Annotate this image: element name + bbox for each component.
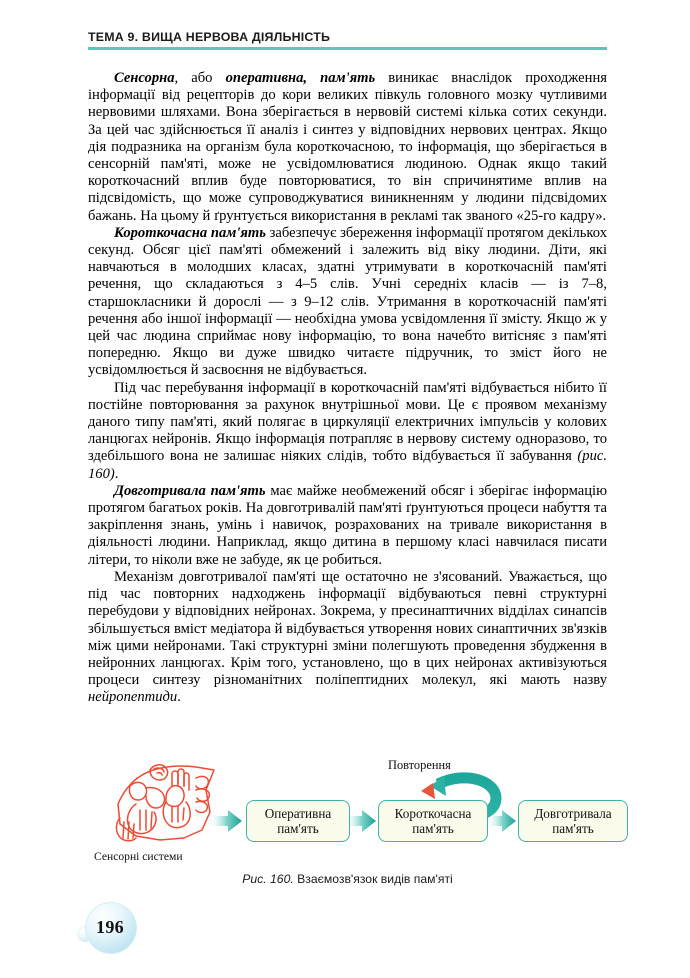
paragraph-3-text: має майже необмежений обсяг і зберігає інформацію протягом багатьох років. На довготривалій пам'яті ґрунтуються процеси набуття та закріплення знань, умінь і навичок, розрахованих на тривале використання в діяльності людини. Наприклад, якщо дитина в першому класі навчилася писати літери, то ніколи вже не забуде, як це робиться. <box>88 482 607 568</box>
figure-canvas <box>88 758 612 870</box>
box-short-line2: пам'ять <box>412 821 454 836</box>
paragraph-0-text: виникає внаслідок проходження інформації від рецепторів до кори великих півкуль головного мозку чутливими нервовими шляхами. Вона зберігається в нервовій системі кілька сотих секунди. За цей час здійснюється її аналіз і синтез у відповідних нервових центрах. Якщо дія подразника на організм була короткочасною, то інформація, що зберігається в сенсорній пам'яті, може не усвідомлюватися людиною. Однак якщо такий короткочасний вплив буде повторюватися, то він спричинятиме вплив на підсвідомість, що може супроводжуватися виникненням у людини підсвідомих бажань. На цьому й ґрунтується використання в рекламі так званого «25-го кадру». <box>88 70 607 224</box>
figure-reference: (рис. 160) <box>88 448 607 482</box>
paragraph-2-text: Під час перебування інформації в короткочасній пам'яті відбувається нібито її постійне повторювання за рахунок внутрішньої мови. Це є проявом механізму даного типу пам'яті, який полягає в циркуляції електричних імпульсів у колових ланцюгах нейронів. Якщо інформація потрапляє в нервову систему одноразово, то здебільшого вона не залишає ніяких слідів, тобто відбувається її забування <box>88 379 607 465</box>
running-head <box>88 30 607 50</box>
term-sensory: Сенсорна <box>114 70 175 86</box>
box-short-term-memory <box>378 800 488 842</box>
page-title: ТЕМА 9. ВИЩА НЕРВОВА ДІЯЛЬНІСТЬ <box>88 30 331 44</box>
box-long-line2: пам'ять <box>552 821 594 836</box>
sensory-systems-label: Сенсорні системи <box>94 850 183 863</box>
paragraph-0-conj: , або <box>174 70 226 86</box>
paragraph-short-term-memory <box>88 225 607 380</box>
body-text <box>88 70 607 707</box>
paragraph-mechanism <box>88 569 607 707</box>
paragraph-4-text: Механізм довготривалої пам'яті ще остаточно не з'ясований. Уважається, що під час повторних надходжень інформації відбуваються певні структурні перебудови у відповідних нейронах. Зокрема, у пресинаптичних відділах синапсів збільшується вміст медіатора й відбувається утворення нових синаптичних зв'язків між цими нейронами. Такі структурні зміни полегшують проведення збудження в нейронних ланцюгах. Крім того, установлено, що в цих нейронах активізуються процеси синтезу різноманітних поліпептидних молекул, які мають назву <box>88 568 607 689</box>
paragraph-4-tail: . <box>177 689 181 706</box>
figure-caption <box>88 872 607 886</box>
box-operative-memory <box>246 800 350 842</box>
term-neuropeptides: нейропептиди <box>88 689 178 706</box>
box-long-line1: Довготривала <box>534 806 612 821</box>
term-short-term: Короткочасна пам'ять <box>114 224 266 241</box>
box-operative-line2: пам'ять <box>277 821 319 836</box>
term-operative: оперативна, пам'ять <box>225 70 376 86</box>
box-operative-line1: Оперативна <box>264 806 332 821</box>
paragraph-sensory-memory <box>88 70 607 225</box>
box-short-line1: Короткочасна <box>394 806 472 821</box>
arrow-sensory-to-operative <box>208 810 242 832</box>
paragraph-long-term-memory <box>88 483 607 569</box>
box-long-term-memory <box>518 800 628 842</box>
figure-160 <box>88 758 612 888</box>
figure-caption-number: Рис. 160. <box>242 872 294 886</box>
term-long-term: Довготривала пам'ять <box>114 482 266 499</box>
rehearsal-label: Повторення <box>388 758 451 772</box>
paragraph-rehearsal <box>88 380 607 483</box>
figure-caption-text: Взаємозв'язок видів пам'яті <box>293 872 453 886</box>
header-rule <box>88 47 607 50</box>
page-number-badge <box>77 902 135 960</box>
paragraph-2-tail: . <box>114 465 119 482</box>
page-number: 196 <box>96 916 124 937</box>
paragraph-1-text: забезпечує збереження інформації протягом декількох секунд. Обсяг цієї пам'яті обмежений і залежить від віку людини. Діти, які навчаються в молодших класах, здатні утримувати в короткочасній пам'яті речення, що складаються з 4–5 слів. Учні середніх класів — із 7–8, старшокласники й дорослі — з 9–12 слів. Утримання в короткочасній пам'яті речення або іншої інформації — необхідна умова усвідомлення її змісту. Якщо ж у цей час людина сприймає нову інформацію, то вона начебто витісняє з пам'яті попередню. Якщо ви дуже швидко читаєте підручник, то зміст його не усвідомлюється й засвоєння не відбувається. <box>88 224 607 379</box>
